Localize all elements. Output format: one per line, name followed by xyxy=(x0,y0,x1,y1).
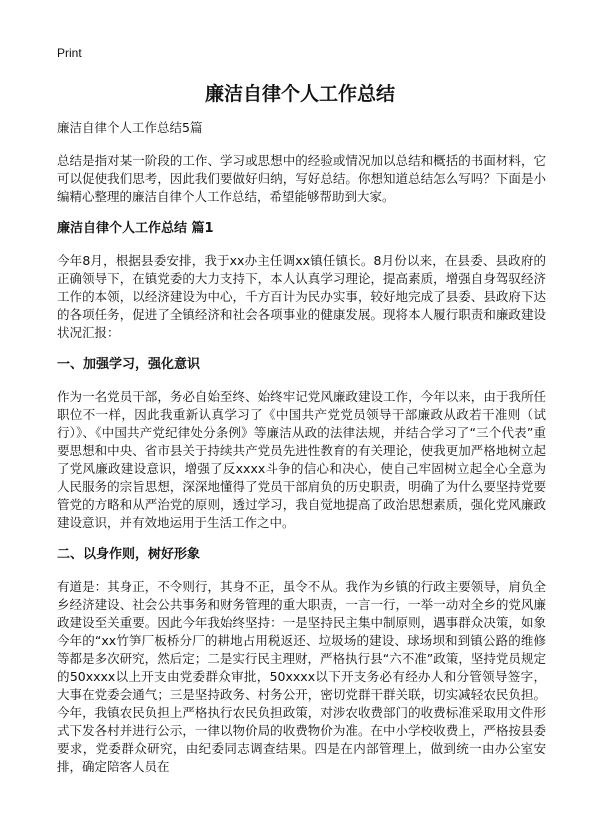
intro-paragraph: 总结是指对某一阶段的工作、学习或思想中的经验或情况加以总结和概括的书面材料，它可以促使我们思考，因此我们要做好归纳，写好总结。你想知道总结怎么写吗？下面是小编精心整理的廉洁自律个人工作总结，希望能够帮助到大家。 xyxy=(57,153,546,204)
article-subtitle: 廉洁自律个人工作总结5篇 xyxy=(57,120,203,135)
section-1-heading: 廉洁自律个人工作总结 篇1 xyxy=(57,221,214,236)
print-link[interactable]: Print xyxy=(57,46,82,60)
paragraph-example: 有道是：其身正，不令则行，其身不正，虽令不从。我作为乡镇的行政主要领导，肩负全乡经济建设、社会公共事务和财务管理的重大职责，一言一行，一举一动对全乡的党风廉政建设至关重要。因此今年我始终坚持：一是坚持民主集中制原则，遇事群众决策，如象今年的“xx竹笋厂板桥分厂的耕地占用税返还、垃圾场的建设、球场坝和到镇公路的维修等都是多次研究，然后定；二是实行民主理财，严格执行县“六不准”政策，坚持党员规定的50xxxx以上开支由党委群众审批，50xxxx以下开支务必有经办人和分管领导签字，大事在党委会通气；三是坚持政务、村务公开，密切党群干群关联，切实减轻农民负担。今年，我镇农民负担上严格执行农民负担政策，对涉农收费部门的收费标准采取用文件形式下发各村并进行公示，一律以物价局的收费物价为准。在中小学校收费上，严格按县委要求，党委群众研究，由纪委同志调查结果。四是在内部管理上，做到统一由办公室安排，确定陪客人员在 xyxy=(57,579,546,774)
section-1-paragraph: 今年8月，根据县委安排，我于xx办主任调xx镇任镇长。8月份以来，在县委、县政府的正确领导下，在镇党委的大力支持下，本人认真学习理论，提高素质，增强自身驾驭经济工作的本领，以经济建设为中心，千方百计为民办实事，较好地完成了县委、县政府下达的各项任务，促进了全镇经济和社会各项事业的健康发展。现将本人履行职责和廉政建设状况汇报： xyxy=(57,253,546,340)
paragraph-study: 作为一名党员干部，务必自始至终、始终牢记党风廉政建设工作，今年以来，由于我所任职位不一样，因此我重新认真学习了《中国共产党党员领导干部廉政从政若干准则（试行）》、《中国共产党纪律处分条例》等廉洁从政的法律法规，并结合学习了“三个代表”重要思想和中央、省市县关于持续共产党员先进性教育的有关理论，使我更加严格地树立起了党风廉政建设意识，增强了反xxxx斗争的信心和决心，使自己牢固树立起全心全意为人民服务的宗旨思想，深深地懂得了党员干部肩负的历史职责，明确了为什么要坚持党要管党的方略和从严治党的原则，透过学习，我自觉地提高了政治思想素质，强化党风廉政建设意识，并有效地运用于生活工作之中。 xyxy=(57,389,546,530)
subheading-example: 二、以身作则，树好形象 xyxy=(57,547,201,562)
subheading-study: 一、加强学习，强化意识 xyxy=(57,357,201,372)
page-title: 廉洁自律个人工作总结 xyxy=(204,83,395,105)
article-body xyxy=(57,119,546,790)
